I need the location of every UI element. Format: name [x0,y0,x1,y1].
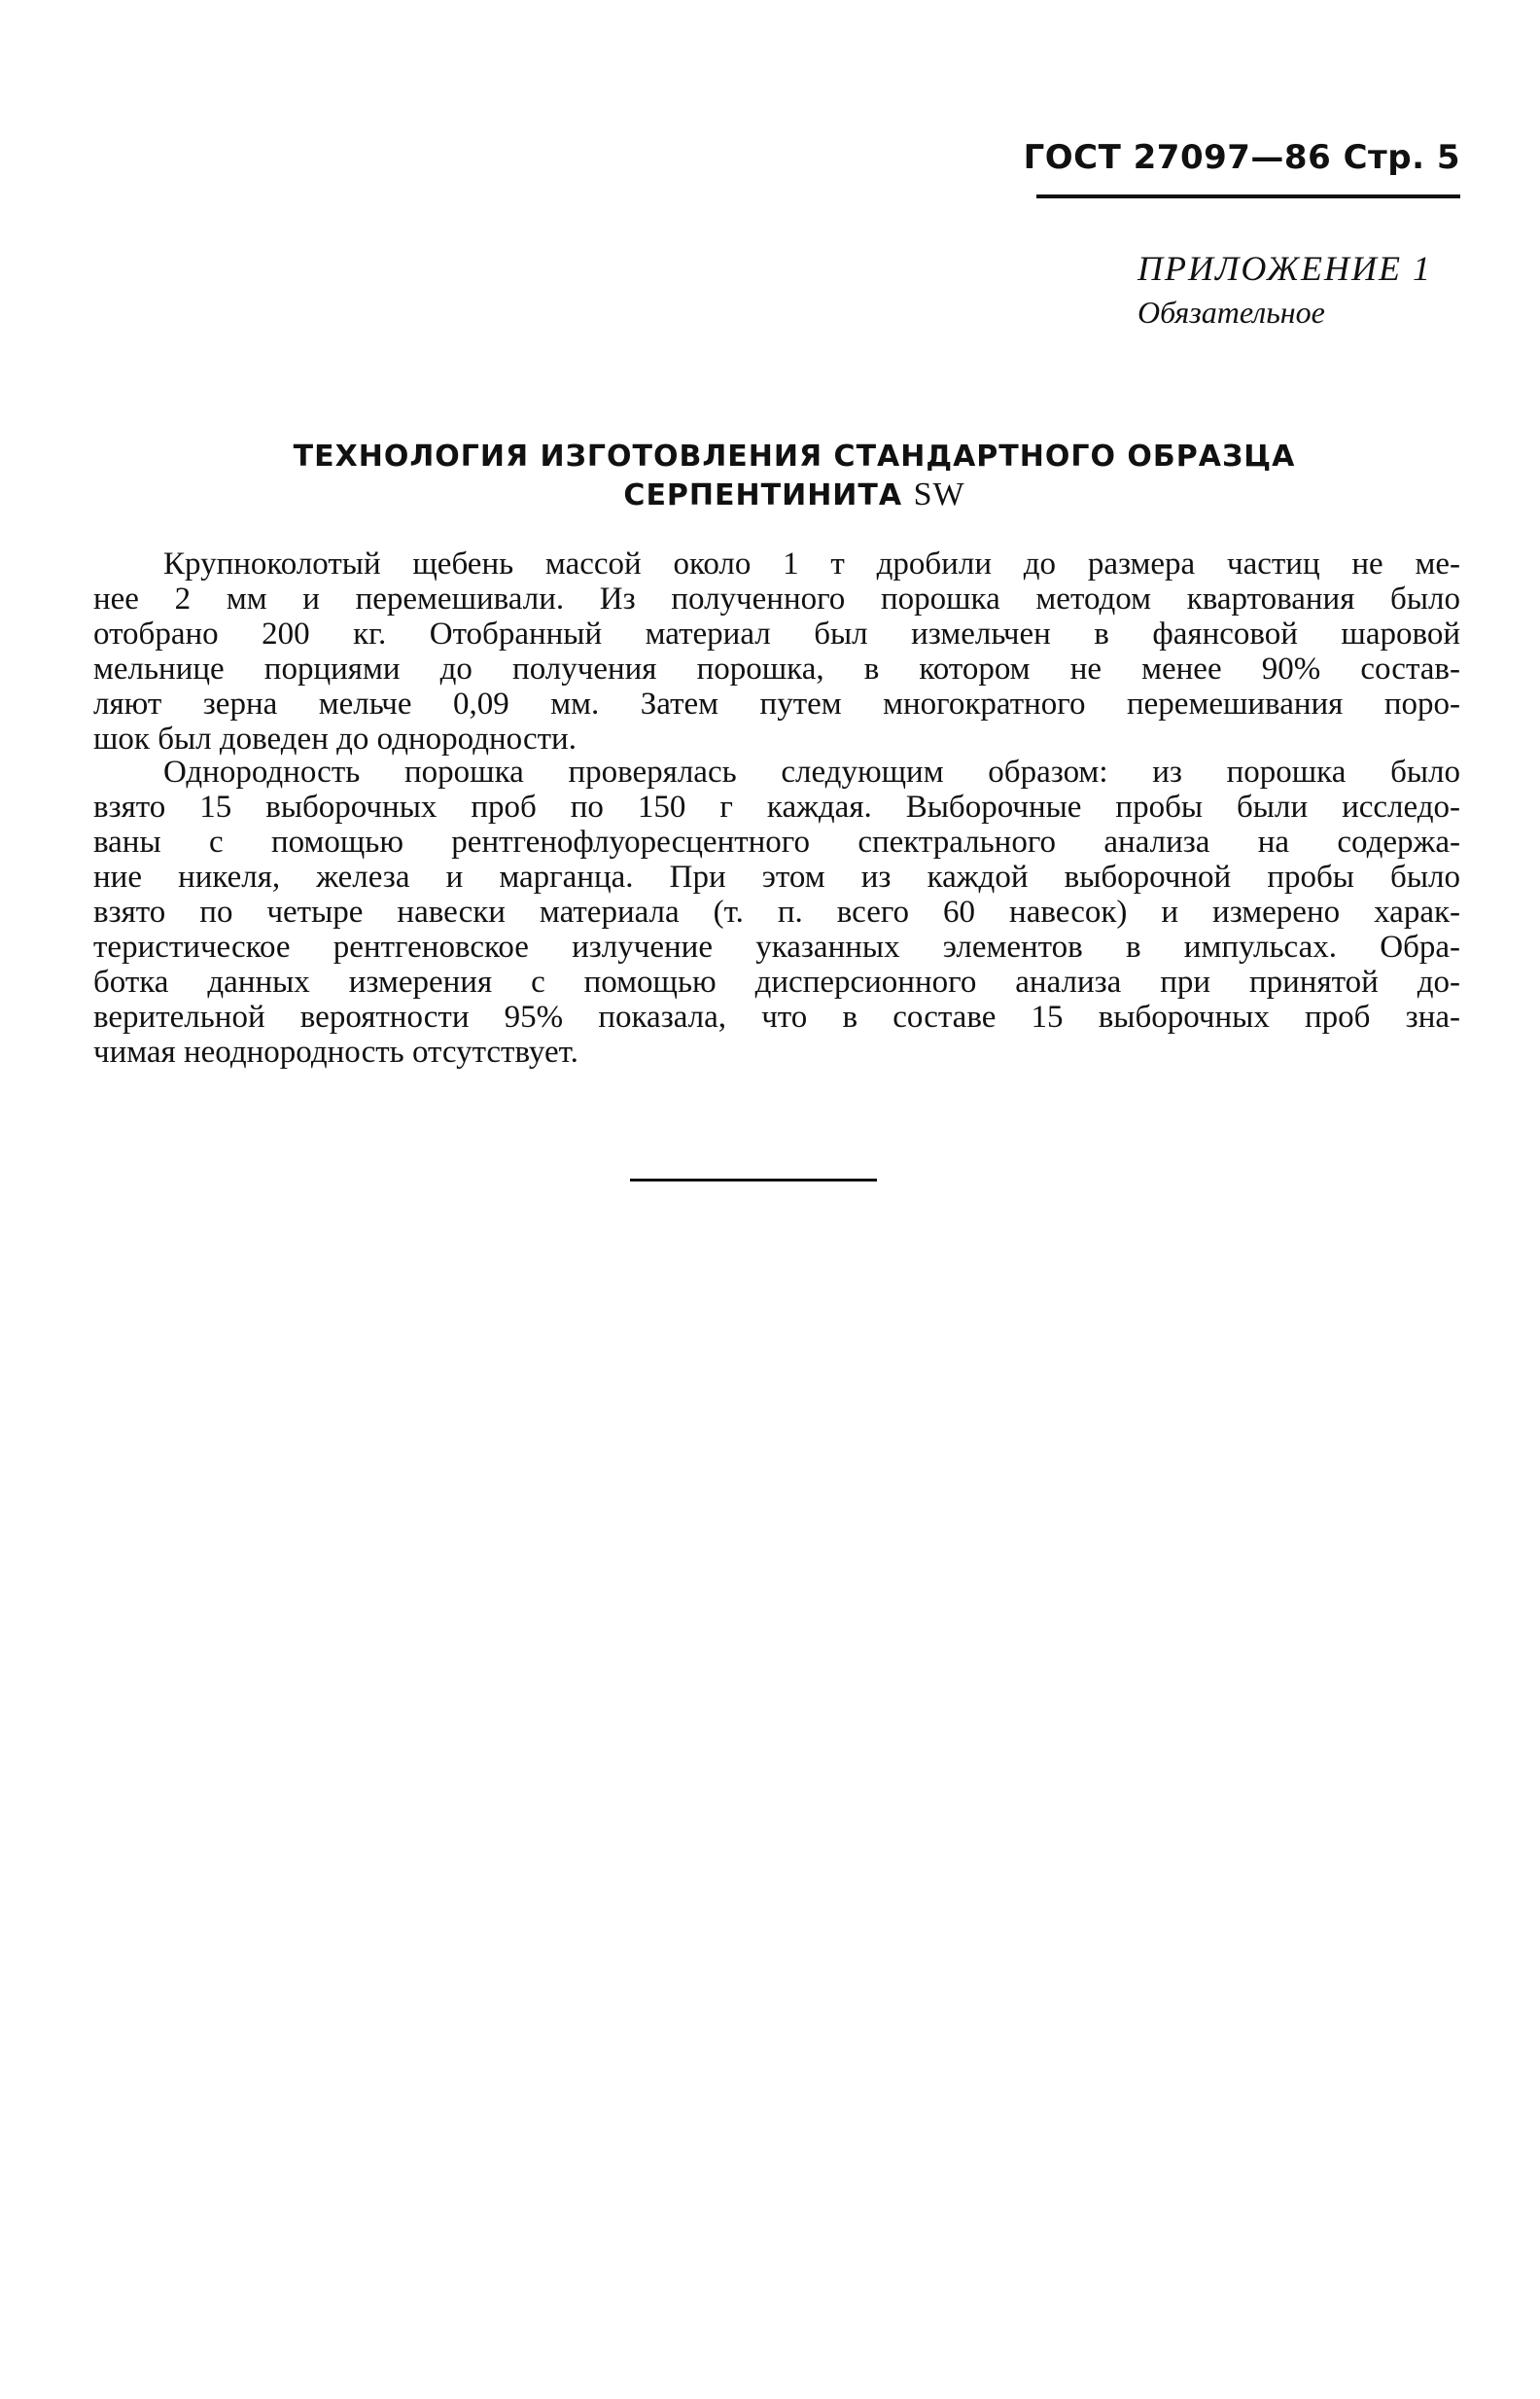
paragraph-line: ваны с помощью рентгенофлуоресцентного спектрального анализа на содержа- [93,825,1460,860]
title-line-2 [146,476,1443,513]
paragraph-line: взято 15 выборочных проб по 150 г каждая. Выборочные пробы были исследо- [93,790,1460,825]
header-rule [1036,194,1460,198]
paragraph-line: нее 2 мм и перемешивали. Из полученного порошка методом квартования было [93,582,1460,617]
appendix-label: ПРИЛОЖЕНИЕ 1 [1138,249,1432,288]
paragraph-line: чимая неоднородность отсутствует. [93,1035,578,1070]
end-rule [630,1179,877,1182]
document-header: ГОСТ 27097—86 Стр. 5 [1023,138,1460,177]
paragraph-2 [93,755,1460,1070]
title-main: СЕРПЕНТИНИТА [623,478,903,512]
title-line-1: ТЕХНОЛОГИЯ ИЗГОТОВЛЕНИЯ СТАНДАРТНОГО ОБРАЗЦА [293,440,1296,474]
paragraph-line: верительной вероятности 95% показала, что в составе 15 выборочных проб зна- [93,1000,1460,1035]
paragraph-line: ние никеля, железа и марганца. При этом из каждой выборочной пробы было [93,860,1460,895]
paragraph-line: мельнице порциями до получения порошка, в котором не менее 90% состав- [93,652,1460,687]
paragraph-line: Однородность порошка проверялась следующим образом: из порошка было [163,755,1460,790]
paragraph-line: шок был доведен до однородности. [93,722,577,757]
paragraph-line: отобрано 200 кг. Отобранный материал был измельчен в фаянсовой шаровой [93,617,1460,652]
paragraph-line: ботка данных измерения с помощью дисперсионного анализа при принятой до- [93,965,1460,1000]
paragraph-line: ляют зерна мельче 0,09 мм. Затем путем многократного перемешивания поро- [93,687,1460,722]
title-code: SW [913,476,965,512]
paragraph-1 [93,547,1460,757]
appendix-status: Обязательное [1138,295,1325,330]
paragraph-line: теристическое рентгеновское излучение указанных элементов в импульсах. Обра- [93,930,1460,965]
paragraph-line: Крупноколотый щебень массой около 1 т дробили до размера частиц не ме- [163,547,1460,582]
paragraph-line: взято по четыре навески материала (т. п. всего 60 навесок) и измерено харак- [93,895,1460,930]
